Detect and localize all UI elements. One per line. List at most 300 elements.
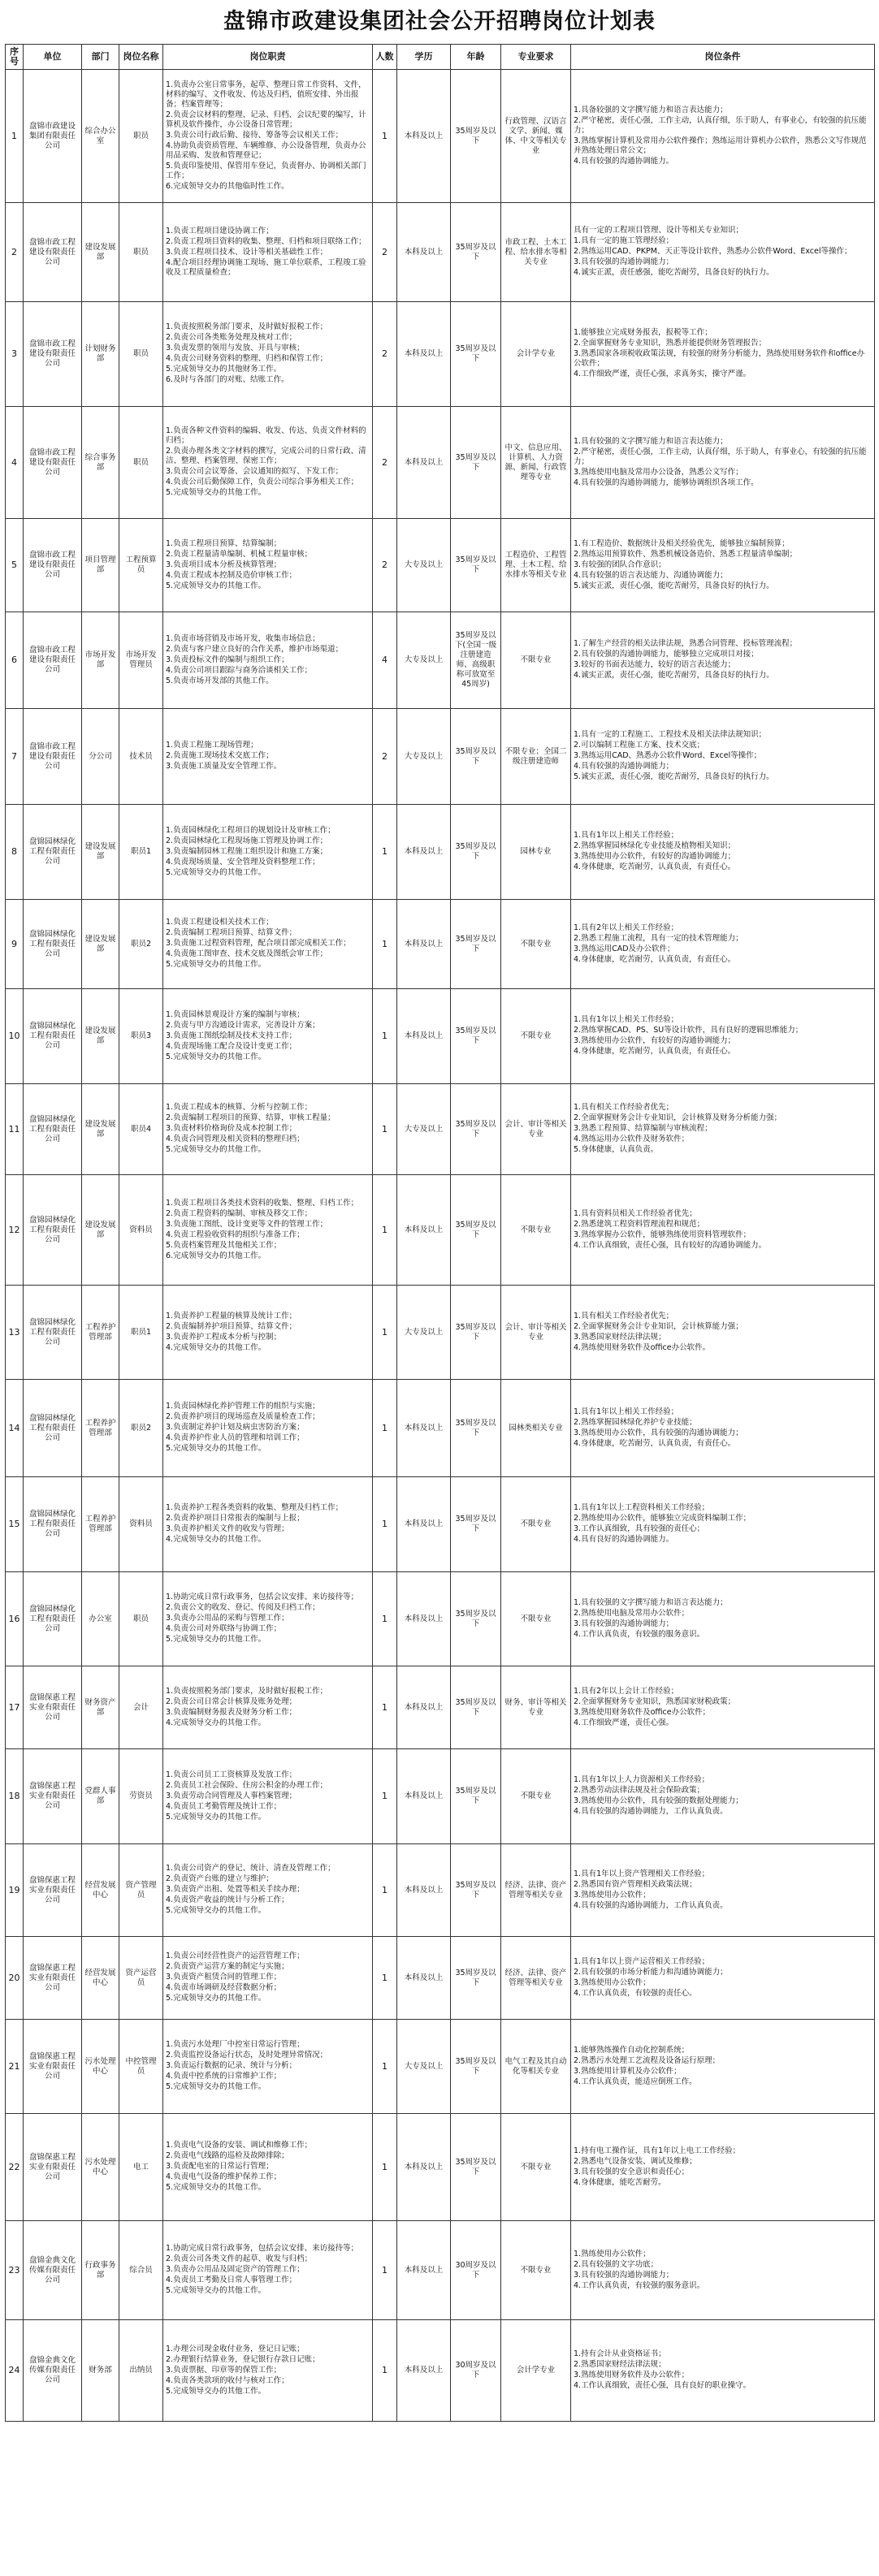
duties-cell-item: 2.负责资产台账的建立与维护； xyxy=(166,1874,274,1883)
requirements-cell xyxy=(571,1749,875,1844)
row-number-cell: 7 xyxy=(6,709,24,805)
duties-cell-item: 1.负责污水处理厂中控室日常运行管理； xyxy=(166,2040,305,2049)
headcount-cell: 1 xyxy=(373,1749,397,1844)
age-cell: 30周岁及以下 xyxy=(451,2320,501,2422)
duties-cell-item: 5.完成领导交办的其他工作。 xyxy=(166,2286,266,2295)
age-cell: 35周岁及以下 xyxy=(451,805,501,900)
row-number-cell: 22 xyxy=(6,2114,24,2221)
duties-cell-item: 2.负责养护项目的现场巡查及质量检查工作； xyxy=(166,1412,320,1421)
duties-cell-item: 3.负责资产出租、处置等相关手续办理； xyxy=(166,1885,305,1894)
duties-cell-item: 3.负责办公用品及固定资产的管理工作； xyxy=(166,2265,305,2274)
unit-cell: 盘锦园林绿化工程有限责任公司 xyxy=(24,1175,82,1286)
post-name-cell: 职员2 xyxy=(119,900,163,989)
column-header: 岗位名称 xyxy=(119,45,163,70)
education-cell: 大专及以上 xyxy=(397,519,451,612)
requirements-cell-item: 3.熟练掌握计算机及常用办公软件操作；熟练运用计算机办公软件，熟悉公文写作规范并熟练处理日常公文； xyxy=(574,136,867,155)
requirements-cell-item: 3.具有较强的沟通协调能力； xyxy=(574,2270,674,2280)
education-cell: 本科及以上 xyxy=(397,407,451,519)
duties-cell-item: 3.负责资产租赁合同的管理工作； xyxy=(166,1973,282,1982)
requirements-cell xyxy=(571,900,875,989)
requirements-cell-item: 3.熟练使用计算机及办公软件； xyxy=(574,2066,682,2076)
major-cell: 园林类相关专业 xyxy=(501,1380,571,1477)
requirements-cell-item: 1.具有1年以上资产运营相关工作经验； xyxy=(574,1956,710,1966)
unit-cell: 盘锦园林绿化工程有限责任公司 xyxy=(24,989,82,1084)
duties-cell-item: 3.负责材料价格询价及成本控制工作； xyxy=(166,1124,297,1133)
age-cell: 35周岁及以下 xyxy=(451,1844,501,1937)
requirements-cell-item: 3.熟练掌握办公软件，能够熟练使用资料管理软件； xyxy=(574,1230,751,1239)
major-cell: 会计学专业 xyxy=(501,2320,571,2422)
duties-cell-item: 1.负责公司资产的登记、统计、清查及管理工作； xyxy=(166,1864,336,1873)
age-cell: 35周岁及以下 xyxy=(451,989,501,1084)
unit-cell: 盘锦市政工程建设有限责任公司 xyxy=(24,709,82,805)
unit-cell: 盘锦保惠工程实业有限责任公司 xyxy=(24,1844,82,1937)
duties-cell-item: 2.负责工程项目资料的收集、整理、归档和项目联络工作； xyxy=(166,236,366,246)
major-cell: 财务、审计等相关专业 xyxy=(501,1666,571,1749)
education-cell: 本科及以上 xyxy=(397,70,451,203)
requirements-cell-item: 1.具有相关工作经验者优先； xyxy=(574,1103,674,1112)
age-cell: 35周岁及以下 xyxy=(451,1286,501,1380)
unit-cell: 盘锦金典文化传媒有限责任公司 xyxy=(24,2320,82,2422)
duties-cell-item: 2.负责公司各类文件的起草、收发与归档； xyxy=(166,2254,313,2263)
row-number-cell: 23 xyxy=(6,2221,24,2320)
table-header-row xyxy=(6,45,875,70)
post-name-cell: 职员3 xyxy=(119,989,163,1084)
post-name-cell: 职员1 xyxy=(119,805,163,900)
age-cell: 35周岁及以下 xyxy=(451,1477,501,1572)
education-cell: 本科及以上 xyxy=(397,1666,451,1749)
duties-cell xyxy=(163,1749,373,1844)
row-number-cell: 8 xyxy=(6,805,24,900)
post-name-cell: 资产管理员 xyxy=(119,1844,163,1937)
duties-cell xyxy=(163,2320,373,2422)
major-cell: 会计学专业 xyxy=(501,302,571,407)
post-name-cell: 出纳员 xyxy=(119,2320,163,2422)
duties-cell-item: 5.完成领导交办的其他财务工作。 xyxy=(166,365,282,374)
duties-cell-item: 4.负责各类款项的收付与核对工作； xyxy=(166,2375,289,2385)
headcount-cell: 1 xyxy=(373,1084,397,1175)
headcount-cell: 1 xyxy=(373,1666,397,1749)
requirements-cell-item: 1.能够熟练操作自动化控制系统； xyxy=(574,2045,690,2055)
headcount-cell: 2 xyxy=(373,519,397,612)
education-cell: 本科及以上 xyxy=(397,900,451,989)
requirements-cell xyxy=(571,1666,875,1749)
requirements-cell xyxy=(571,2020,875,2114)
column-header: 部门 xyxy=(82,45,119,70)
row-number-cell: 11 xyxy=(6,1084,24,1175)
table-row xyxy=(6,519,875,612)
duties-cell-item: 4.负责公司对外联络与协调工作； xyxy=(166,1624,282,1633)
major-cell: 经济、法律、资产管理等相关专业 xyxy=(501,1844,571,1937)
duties-cell-item: 5.完成领导交办的其他工作。 xyxy=(166,581,266,590)
duties-cell-item: 2.负责园林绿化工程现场施工管理及协调工作； xyxy=(166,836,328,845)
age-cell: 35周岁及以下 xyxy=(451,70,501,203)
post-name-cell: 职员4 xyxy=(119,1084,163,1175)
duties-cell xyxy=(163,709,373,805)
unit-cell: 盘锦园林绿化工程有限责任公司 xyxy=(24,1286,82,1380)
duties-cell-item: 4.负责现场施工配合及设计变更工作； xyxy=(166,1041,297,1051)
age-cell: 35周岁及以下 xyxy=(451,1666,501,1749)
duties-cell-item: 2.负责工程资料的编制、审核及移交工作； xyxy=(166,1208,313,1218)
headcount-cell: 1 xyxy=(373,805,397,900)
column-header: 专业要求 xyxy=(501,45,571,70)
row-number-cell: 16 xyxy=(6,1572,24,1666)
duties-cell-item: 5.完成领导交办的其他工作。 xyxy=(166,2386,266,2396)
requirements-cell-item: 1.具有2年以上会计工作经验； xyxy=(574,1686,679,1696)
age-cell: 35周岁及以下 xyxy=(451,1380,501,1477)
post-name-cell: 资产运营员 xyxy=(119,1937,163,2020)
duties-cell-item: 3.负责编制财务报表及财务分析工作； xyxy=(166,1707,297,1717)
age-cell: 35周岁及以下(全国一级注册建造师、高级职称可放宽至45周岁) xyxy=(451,612,501,709)
duties-cell-item: 2.负责工程量清单编制、机械工程量审核； xyxy=(166,549,313,559)
unit-cell: 盘锦市政工程建设有限责任公司 xyxy=(24,612,82,709)
requirements-cell-item: 3.工作认真细致，具有较强的责任心； xyxy=(574,1524,705,1533)
column-header: 年龄 xyxy=(451,45,501,70)
duties-cell-item: 5.完成领导交办的其他工作。 xyxy=(166,2183,266,2192)
duties-cell-item: 1.协助完成日常行政事务，包括会议安排、来访接待等； xyxy=(166,2244,359,2253)
table-row xyxy=(6,203,875,302)
requirements-cell-item: 4.工作认真细致，责任心强，具有较好的沟通协调能力。 xyxy=(574,1240,767,1250)
table-row xyxy=(6,1380,875,1477)
major-cell: 不限专业 xyxy=(501,2114,571,2221)
education-cell: 本科及以上 xyxy=(397,805,451,900)
requirements-cell-item: 3.熟练使用办公软件； xyxy=(574,1977,651,1987)
requirements-cell-item: 3.熟练使用办公软件，具有较强的沟通协调能力； xyxy=(574,1428,743,1437)
table-row xyxy=(6,2320,875,2422)
requirements-cell-item: 3.熟练使用办公软件； xyxy=(574,1890,651,1900)
duties-cell-item: 3.负责项目成本分析及核算管理； xyxy=(166,560,282,569)
requirements-cell-item: 2.熟悉国有资产管理相关政策法规； xyxy=(574,1879,697,1889)
duties-cell xyxy=(163,989,373,1084)
headcount-cell: 2 xyxy=(373,203,397,302)
requirements-cell-item: 4.身体健康，吃苦耐劳，认真负责，有责任心。 xyxy=(574,1438,736,1448)
duties-cell-item: 6.完成领导交办的其他临时性工作。 xyxy=(166,181,289,191)
duties-cell-item: 4.负责市场调研及经营数据分析； xyxy=(166,1983,282,1992)
education-cell: 本科及以上 xyxy=(397,1175,451,1286)
duties-cell-item: 2.负责养护项目日常报表的编制与上报； xyxy=(166,1514,305,1523)
requirements-cell xyxy=(571,1477,875,1572)
requirements-cell xyxy=(571,1286,875,1380)
education-cell: 大专及以上 xyxy=(397,1286,451,1380)
duties-cell-item: 3.负责养护相关文件的收发与管理； xyxy=(166,1524,289,1533)
table-row xyxy=(6,407,875,519)
unit-cell: 盘锦园林绿化工程有限责任公司 xyxy=(24,1572,82,1666)
duties-cell-item: 1.负责各种文件资料的编辑、收发、传达、负责文件材料的归档； xyxy=(166,426,366,445)
duties-cell-item: 1.负责市场营销及市场开发，收集市场信息； xyxy=(166,633,320,643)
department-cell: 经营发展中心 xyxy=(82,1937,119,2020)
requirements-cell xyxy=(571,203,875,302)
requirements-cell-item: 1.具有1年以上相关工作经验； xyxy=(574,1015,679,1024)
requirements-cell-item: 3.有较强的团队合作意识； xyxy=(574,560,666,569)
requirements-cell xyxy=(571,1844,875,1937)
headcount-cell: 2 xyxy=(373,302,397,407)
requirements-cell-item: 2.熟练运用预算软件、熟悉机械设备造价、熟悉工程量清单编制； xyxy=(574,549,798,559)
duties-cell xyxy=(163,1937,373,2020)
headcount-cell: 2 xyxy=(373,709,397,805)
post-name-cell: 市场开发管理员 xyxy=(119,612,163,709)
table-row xyxy=(6,70,875,203)
row-number-cell: 15 xyxy=(6,1477,24,1572)
requirements-cell-item: 4.具有较强的语言表达能力、沟通协调能力； xyxy=(574,570,728,580)
post-name-cell: 资料员 xyxy=(119,1175,163,1286)
duties-cell-item: 1.负责养护工程量的核算及统计工作； xyxy=(166,1311,297,1320)
requirements-cell-item: 1.熟练使用办公软件； xyxy=(574,2249,651,2258)
department-cell: 行政事务部 xyxy=(82,2221,119,2320)
requirements-cell-item: 1.具有1年以上工程资料相关工作经验； xyxy=(574,1503,710,1512)
education-cell: 大专及以上 xyxy=(397,1084,451,1175)
requirements-cell-item: 2.具有较强的沟通协调能力，能够独立完成项目对接； xyxy=(574,650,759,659)
duties-cell-item: 5.完成领导交办的其他工作。 xyxy=(166,1052,266,1061)
unit-cell: 盘锦市政工程建设有限责任公司 xyxy=(24,407,82,519)
headcount-cell: 4 xyxy=(373,612,397,709)
requirements-cell xyxy=(571,2221,875,2320)
post-name-cell: 工程预算员 xyxy=(119,519,163,612)
major-cell: 会计、审计等相关专业 xyxy=(501,1286,571,1380)
department-cell: 分公司 xyxy=(82,709,119,805)
age-cell: 35周岁及以下 xyxy=(451,1572,501,1666)
duties-cell-item: 5.完成领导交办的其他工作。 xyxy=(166,1994,266,2003)
department-cell: 建设发展部 xyxy=(82,805,119,900)
requirements-cell-item: 5.身体健康，认真负责。 xyxy=(574,1145,659,1154)
major-cell: 不限专业 xyxy=(501,2221,571,2320)
row-number-cell: 19 xyxy=(6,1844,24,1937)
duties-cell-item: 1.负责工程建设相关技术工作； xyxy=(166,918,274,927)
major-cell: 经济、法律、资产管理等相关专业 xyxy=(501,1937,571,2020)
post-name-cell: 职员2 xyxy=(119,1380,163,1477)
education-cell: 本科及以上 xyxy=(397,1937,451,2020)
row-number-cell: 1 xyxy=(6,70,24,203)
unit-cell: 盘锦园林绿化工程有限责任公司 xyxy=(24,900,82,989)
education-cell: 大专及以上 xyxy=(397,709,451,805)
duties-cell-item: 3.负责养护工程成本分析与控制； xyxy=(166,1332,282,1342)
requirements-cell-item: 3.熟练运用CAD及办公软件； xyxy=(574,944,675,953)
duties-cell-item: 3.负责劳动合同管理及人事档案管理； xyxy=(166,1791,297,1800)
requirements-cell xyxy=(571,709,875,805)
department-cell: 经营发展中心 xyxy=(82,1844,119,1937)
requirements-cell-item: 1.具有一定的施工管理经验； xyxy=(574,236,674,245)
requirements-cell-item: 4.身体健康，吃苦耐劳，认真负责，有责任心。 xyxy=(574,1047,736,1056)
table-body xyxy=(6,70,875,2422)
duties-cell-item: 4.负责合同管理及相关资料的整理归档； xyxy=(166,1135,305,1143)
requirements-cell-item: 3.较好的书面表达能力，较好的语言表达能力； xyxy=(574,660,736,669)
age-cell: 35周岁及以下 xyxy=(451,302,501,407)
row-number-cell: 21 xyxy=(6,2020,24,2114)
requirements-cell-item: 1.具有较强的文字撰写能力和语言表达能力； xyxy=(574,436,728,446)
requirements-cell xyxy=(571,1380,875,1477)
headcount-cell: 1 xyxy=(373,2020,397,2114)
headcount-cell: 2 xyxy=(373,407,397,519)
duties-cell-item: 5.完成领导交办的其他工作。 xyxy=(166,867,266,877)
duties-cell-item: 6.完成领导交办的其他工作。 xyxy=(166,1251,266,1260)
requirements-cell-item: 4.工作认真细致，责任心强，具有良好的职业操守。 xyxy=(574,2381,751,2390)
duties-cell xyxy=(163,2221,373,2320)
education-cell: 本科及以上 xyxy=(397,2221,451,2320)
row-number-cell: 14 xyxy=(6,1380,24,1477)
major-cell: 市政工程、土木工程、给水排水等相关专业 xyxy=(501,203,571,302)
department-cell: 财务资产部 xyxy=(82,1666,119,1749)
page-title: 盘锦市政建设集团社会公开招聘岗位计划表 xyxy=(223,9,656,34)
table-row xyxy=(6,1937,875,2020)
unit-cell: 盘锦保惠工程实业有限责任公司 xyxy=(24,1749,82,1844)
row-number-cell: 24 xyxy=(6,2320,24,2422)
unit-cell: 盘锦保惠工程实业有限责任公司 xyxy=(24,2020,82,2114)
age-cell: 35周岁及以下 xyxy=(451,203,501,302)
column-header: 岗位条件 xyxy=(571,45,875,70)
major-cell: 会计、审计等相关专业 xyxy=(501,1084,571,1175)
duties-cell-item: 4.负责工程成本控制及造价审核工作； xyxy=(166,570,297,580)
education-cell: 本科及以上 xyxy=(397,1477,451,1572)
requirements-cell xyxy=(571,2320,875,2422)
duties-cell-item: 5.完成领导交办的其他工作。 xyxy=(166,488,266,497)
duties-cell-item: 2.负责公司日常会计核算及账务处理； xyxy=(166,1696,297,1706)
unit-cell: 盘锦园林绿化工程有限责任公司 xyxy=(24,1477,82,1572)
requirements-cell-item: 4.具有较强的沟通协调能力。 xyxy=(574,156,674,166)
duties-cell xyxy=(163,2114,373,2221)
age-cell: 35周岁及以下 xyxy=(451,709,501,805)
duties-cell xyxy=(163,1844,373,1937)
duties-cell-item: 3.负责施工质量及安全管理工作。 xyxy=(166,762,282,771)
requirements-cell-item: 2.具有较强的文字功底； xyxy=(574,2259,659,2269)
row-number-cell: 2 xyxy=(6,203,24,302)
age-cell: 35周岁及以下 xyxy=(451,519,501,612)
row-number-cell: 4 xyxy=(6,407,24,519)
table-row xyxy=(6,2114,875,2221)
requirements-cell-item: 2.熟悉电气设备安装、调试及维修； xyxy=(574,2156,697,2166)
duties-cell-item: 5.完成领导交办的其他工作。 xyxy=(166,1145,266,1154)
duties-cell-item: 1.负责按照税务部门要求，及时做好报税工作； xyxy=(166,1686,328,1696)
major-cell: 园林专业 xyxy=(501,805,571,900)
duties-cell-item: 3.负责票据、印章等的保管工作； xyxy=(166,2365,282,2375)
headcount-cell: 1 xyxy=(373,2320,397,2422)
requirements-cell-item: 3.具有较强的沟通协调能力； xyxy=(574,1619,674,1628)
major-cell: 不限专业 xyxy=(501,900,571,989)
table-row xyxy=(6,1286,875,1380)
duties-cell-item: 2.负责编制工程项目的预算、结算，审核工程量； xyxy=(166,1113,336,1122)
department-cell: 污水处理中心 xyxy=(82,2114,119,2221)
duties-cell-item: 3.负责公司会议筹备、会议通知的拟写、下发工作； xyxy=(166,467,344,476)
duties-cell-item: 1.负责工程项目各类技术资料的收集、整理、归档工作； xyxy=(166,1198,359,1208)
requirements-cell-item: 3.熟练使用电脑及常用办公设备，熟悉公文写作； xyxy=(574,467,743,477)
requirements-cell-item: 3.熟练运用CAD、熟悉办公软件Word、Excel等操作； xyxy=(574,751,762,760)
column-header: 人数 xyxy=(373,45,397,70)
requirements-cell-item: 1.了解生产经营的相关法律法规，熟悉合同管理、投标管理流程； xyxy=(574,639,798,648)
duties-cell-item: 4.负责公司项目跟踪与商务洽谈相关工作； xyxy=(166,665,313,675)
duties-cell-item: 1.负责园林绿化工程项目的规划设计及审核工作； xyxy=(166,825,336,835)
requirements-cell-item: 1.具有1年以上人力资源相关工作经验； xyxy=(574,1775,710,1784)
duties-cell-item: 2.负责员工社会保险、住房公积金的办理工作； xyxy=(166,1780,328,1790)
post-name-cell: 职员 xyxy=(119,70,163,203)
duties-cell-item: 4.负责公司财务资料的整理、归档和保管工作； xyxy=(166,354,328,363)
column-header: 单位 xyxy=(24,45,82,70)
duties-cell xyxy=(163,1175,373,1286)
duties-cell-item: 3.负责投标文件的编制与组织工作； xyxy=(166,655,289,664)
requirements-cell xyxy=(571,1084,875,1175)
duties-cell xyxy=(163,407,373,519)
requirements-cell-item: 4.身体健康，吃苦耐劳，认真负责，有责任心。 xyxy=(574,862,736,871)
education-cell: 大专及以上 xyxy=(397,612,451,709)
age-cell: 35周岁及以下 xyxy=(451,1937,501,2020)
duties-cell xyxy=(163,612,373,709)
duties-cell xyxy=(163,519,373,612)
department-cell: 建设发展部 xyxy=(82,989,119,1084)
education-cell: 大专及以上 xyxy=(397,2020,451,2114)
table-row xyxy=(6,1844,875,1937)
headcount-cell: 1 xyxy=(373,900,397,989)
requirements-cell-item: 4.身体健康，能吃苦耐劳。 xyxy=(574,2177,666,2187)
row-number-cell: 5 xyxy=(6,519,24,612)
duties-cell-item: 4.协助负责资质管理、车辆维修、办公设备管理，负责办公用品采购、发放和管理登记； xyxy=(166,140,366,160)
table-row xyxy=(6,2020,875,2114)
duties-cell-item: 5.负责印鉴使用、保管用车登记，负责督办、协调相关部门工作； xyxy=(166,161,366,180)
row-number-cell: 20 xyxy=(6,1937,24,2020)
requirements-cell xyxy=(571,612,875,709)
department-cell: 财务部 xyxy=(82,2320,119,2422)
requirements-cell-item: 4.具有较强的沟通协调能力，能够协调组织各项工作。 xyxy=(574,478,759,487)
requirements-cell-item: 2.熟练掌握CAD、PS、SU等设计软件，具有良好的逻辑思维能力； xyxy=(574,1026,803,1035)
duties-cell-item: 3.负责施工过程资料管理，配合项目部完成相关工作； xyxy=(166,939,351,948)
table-row xyxy=(6,1175,875,1286)
requirements-cell-item: 1.具备较强的文字撰写能力和语言表达能力； xyxy=(574,105,728,115)
table-row xyxy=(6,709,875,805)
requirements-cell-item: 2.熟练使用电脑及常用办公软件； xyxy=(574,1608,690,1618)
duties-cell-item: 5.完成领导交办的其他工作。 xyxy=(166,960,266,969)
department-cell: 市场开发部 xyxy=(82,612,119,709)
duties-cell xyxy=(163,1666,373,1749)
unit-cell: 盘锦市政建设集团有限责任公司 xyxy=(24,70,82,203)
age-cell: 30周岁及以下 xyxy=(451,2221,501,2320)
requirements-cell-item: 1.具有2年以上相关工作经验； xyxy=(574,923,679,932)
requirements-cell-item: 2.熟悉污水处理工艺流程及设备运行原理； xyxy=(574,2055,721,2065)
department-cell: 建设发展部 xyxy=(82,203,119,302)
requirements-cell-item: 具有一定的工程项目管理、设计等相关专业知识； xyxy=(574,226,744,235)
requirements-cell-item: 3.熟悉国家各项税收政策法规，有较强的财务分析能力，熟练使用财务软件和office办公软件； xyxy=(574,349,865,368)
education-cell: 本科及以上 xyxy=(397,2114,451,2221)
duties-cell xyxy=(163,70,373,203)
department-cell: 计划财务部 xyxy=(82,302,119,407)
requirements-cell-item: 2.严守秘密，责任心强，工作主动，认真仔细，乐于助人，有事业心，有较强的抗压能力； xyxy=(574,447,867,466)
recruitment-table xyxy=(5,44,875,2422)
duties-cell-item: 1.负责园林景观设计方案的编制与审核； xyxy=(166,1009,305,1019)
education-cell: 本科及以上 xyxy=(397,1572,451,1666)
unit-cell: 盘锦园林绿化工程有限责任公司 xyxy=(24,805,82,900)
duties-cell-item: 2.负责监控设备运行状态，及时处理异常情况； xyxy=(166,2051,328,2060)
department-cell: 工程养护管理部 xyxy=(82,1286,119,1380)
table-row xyxy=(6,302,875,407)
requirements-cell-item: 4.工作认真负责，有较强的服务意识。 xyxy=(574,2280,705,2290)
duties-cell-item: 4.负责公司后勤保障工作，负责公司综合事务相关工作； xyxy=(166,478,359,486)
duties-cell-item: 2.负责与客户建立良好的合作关系，维护市场渠道； xyxy=(166,644,344,654)
headcount-cell: 1 xyxy=(373,2221,397,2320)
duties-cell-item: 4.负责电气设备的维护保养工作； xyxy=(166,2172,282,2181)
requirements-cell-item: 4.工作细致严谨，责任心强。 xyxy=(574,1718,674,1727)
unit-cell: 盘锦保惠工程实业有限责任公司 xyxy=(24,2114,82,2221)
duties-cell-item: 3.负责配电室的日常运行管理； xyxy=(166,2162,274,2171)
major-cell: 不限专业；全国二级注册建造师 xyxy=(501,709,571,805)
unit-cell: 盘锦市政工程建设有限责任公司 xyxy=(24,519,82,612)
requirements-cell-item: 4.工作认真负责，有较强的服务意识。 xyxy=(574,1629,705,1639)
major-cell: 电气工程及其自动化等相关专业 xyxy=(501,2020,571,2114)
requirements-cell-item: 4.工作认真负责，有较强的责任心。 xyxy=(574,1988,697,1998)
duties-cell-item: 4.负责工程验收资料的组织与准备工作； xyxy=(166,1230,305,1239)
requirements-cell-item: 2.具有较强的市场分析能力和沟通协调能力； xyxy=(574,1967,728,1977)
requirements-cell-item: 2.熟练运用CAD、PKPM、天正等设计软件，熟悉办公软件Word、Excel等操作； xyxy=(574,247,852,256)
duties-cell-item: 1.负责电气设备的安装、调试和维修工作； xyxy=(166,2141,313,2150)
duties-cell xyxy=(163,1380,373,1477)
post-name-cell: 职员1 xyxy=(119,1286,163,1380)
headcount-cell: 1 xyxy=(373,1175,397,1286)
duties-cell-item: 1.负责公司经营性资产的运营管理工作； xyxy=(166,1951,305,1960)
requirements-cell-item: 4.具有较强的沟通协调能力，工作认真负责。 xyxy=(574,1807,728,1816)
requirements-cell xyxy=(571,2114,875,2221)
